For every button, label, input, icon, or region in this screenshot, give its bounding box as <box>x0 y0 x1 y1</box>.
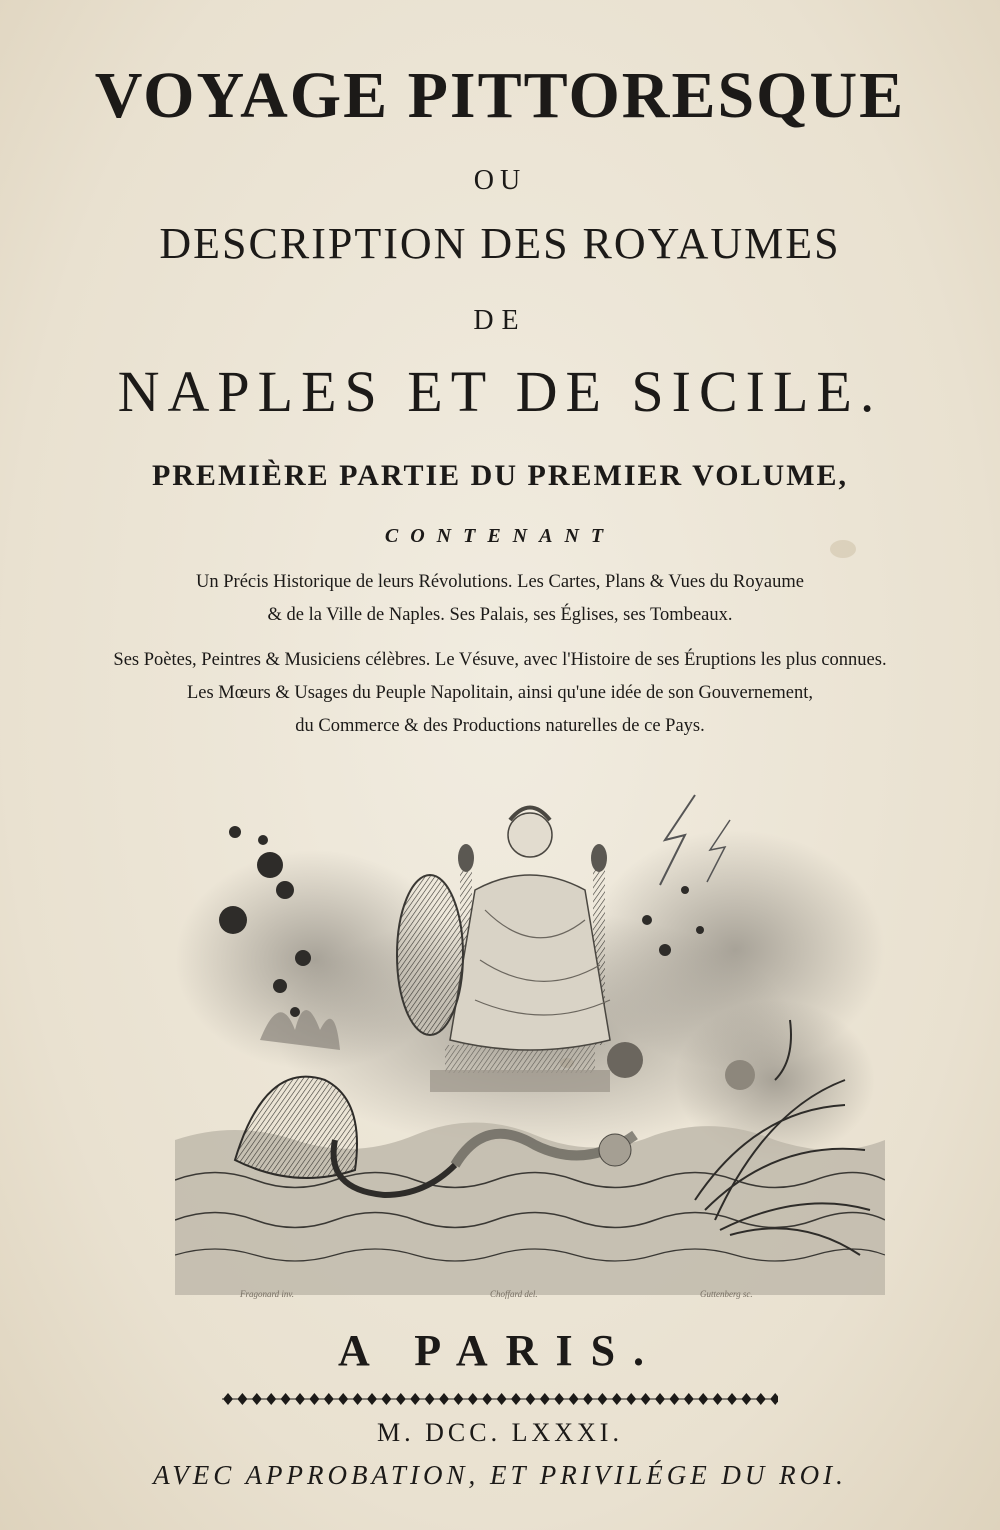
privilege-line: AVEC APPROBATION, ET PRIVILÉGE DU ROI. <box>153 1460 847 1490</box>
contents-line: Un Précis Historique de leurs Révolutions. Les Cartes, Plans & Vues du Royaume <box>196 572 804 592</box>
ornament-diamond <box>727 1393 737 1405</box>
engraving-credit: Fragonard inv. <box>240 1289 294 1299</box>
ornament-diamond <box>540 1393 550 1405</box>
ornament-diamond <box>612 1393 622 1405</box>
conjunction-ou: OU <box>473 165 527 196</box>
ornament-diamond <box>741 1393 751 1405</box>
ornament-diamond <box>497 1393 507 1405</box>
ornament-diamond <box>554 1393 564 1405</box>
ornament-diamond <box>453 1393 463 1405</box>
ornament-diamond <box>252 1393 262 1405</box>
ornament-diamond <box>309 1393 319 1405</box>
ornament-diamond <box>569 1393 579 1405</box>
ornament-diamond <box>597 1393 607 1405</box>
contents-line: Ses Poètes, Peintres & Musiciens célèbres. Le Vésuve, avec l'Histoire de ses Éruptions les plus connues. <box>113 650 887 670</box>
imprint-city: A PARIS. <box>337 1326 663 1375</box>
ornament-diamond <box>468 1393 478 1405</box>
ornament-diamond <box>583 1393 593 1405</box>
ornament-diamond <box>295 1393 305 1405</box>
vignette-engraving <box>175 780 885 1295</box>
ornament-diamond <box>770 1393 778 1405</box>
engraving-credit: Guttenberg sc. <box>700 1289 753 1299</box>
ornament-diamond <box>655 1393 665 1405</box>
ornament-diamond <box>281 1393 291 1405</box>
ornament-diamond <box>698 1393 708 1405</box>
contents-line: Les Mœurs & Usages du Peuple Napolitain, ainsi qu'une idée de son Gouvernement, <box>186 683 814 703</box>
ornament-diamond <box>381 1393 391 1405</box>
ornament-diamond <box>367 1393 377 1405</box>
diamond-ornament-rule <box>222 1392 778 1406</box>
ornament-diamond <box>684 1393 694 1405</box>
main-title: VOYAGE PITTORESQUE <box>94 59 906 132</box>
ornament-diamond <box>439 1393 449 1405</box>
ornament-diamond <box>425 1393 435 1405</box>
engraving-credit: Choffard del. <box>490 1289 538 1299</box>
ornament-diamond <box>669 1393 679 1405</box>
ornament-diamond <box>626 1393 636 1405</box>
contenant-heading: CONTENANT <box>384 525 616 547</box>
ornament-diamond <box>713 1393 723 1405</box>
ornament-diamond <box>482 1393 492 1405</box>
ornament-diamond <box>338 1393 348 1405</box>
ornament-diamond <box>410 1393 420 1405</box>
contents-line: du Commerce & des Productions naturelles de ce Pays. <box>295 716 705 736</box>
ornament-diamond <box>511 1393 521 1405</box>
place-title: NAPLES ET DE SICILE. <box>117 359 883 424</box>
contents-line: & de la Ville de Naples. Ses Palais, ses Églises, ses Tombeaux. <box>267 605 733 625</box>
subtitle: DESCRIPTION DES ROYAUMES <box>159 219 841 268</box>
ornament-diamond <box>353 1393 363 1405</box>
ornament-diamond <box>266 1393 276 1405</box>
volume-part: PREMIÈRE PARTIE DU PREMIER VOLUME, <box>151 459 849 492</box>
ornament-diamond <box>223 1393 233 1405</box>
ornament-diamond <box>396 1393 406 1405</box>
ornament-diamond <box>525 1393 535 1405</box>
ornament-diamond <box>756 1393 766 1405</box>
ornament-diamond <box>641 1393 651 1405</box>
ornament-diamond <box>237 1393 247 1405</box>
ornament-diamond <box>324 1393 334 1405</box>
conjunction-de: DE <box>473 305 527 336</box>
imprint-year: M. DCC. LXXXI. <box>377 1418 623 1447</box>
